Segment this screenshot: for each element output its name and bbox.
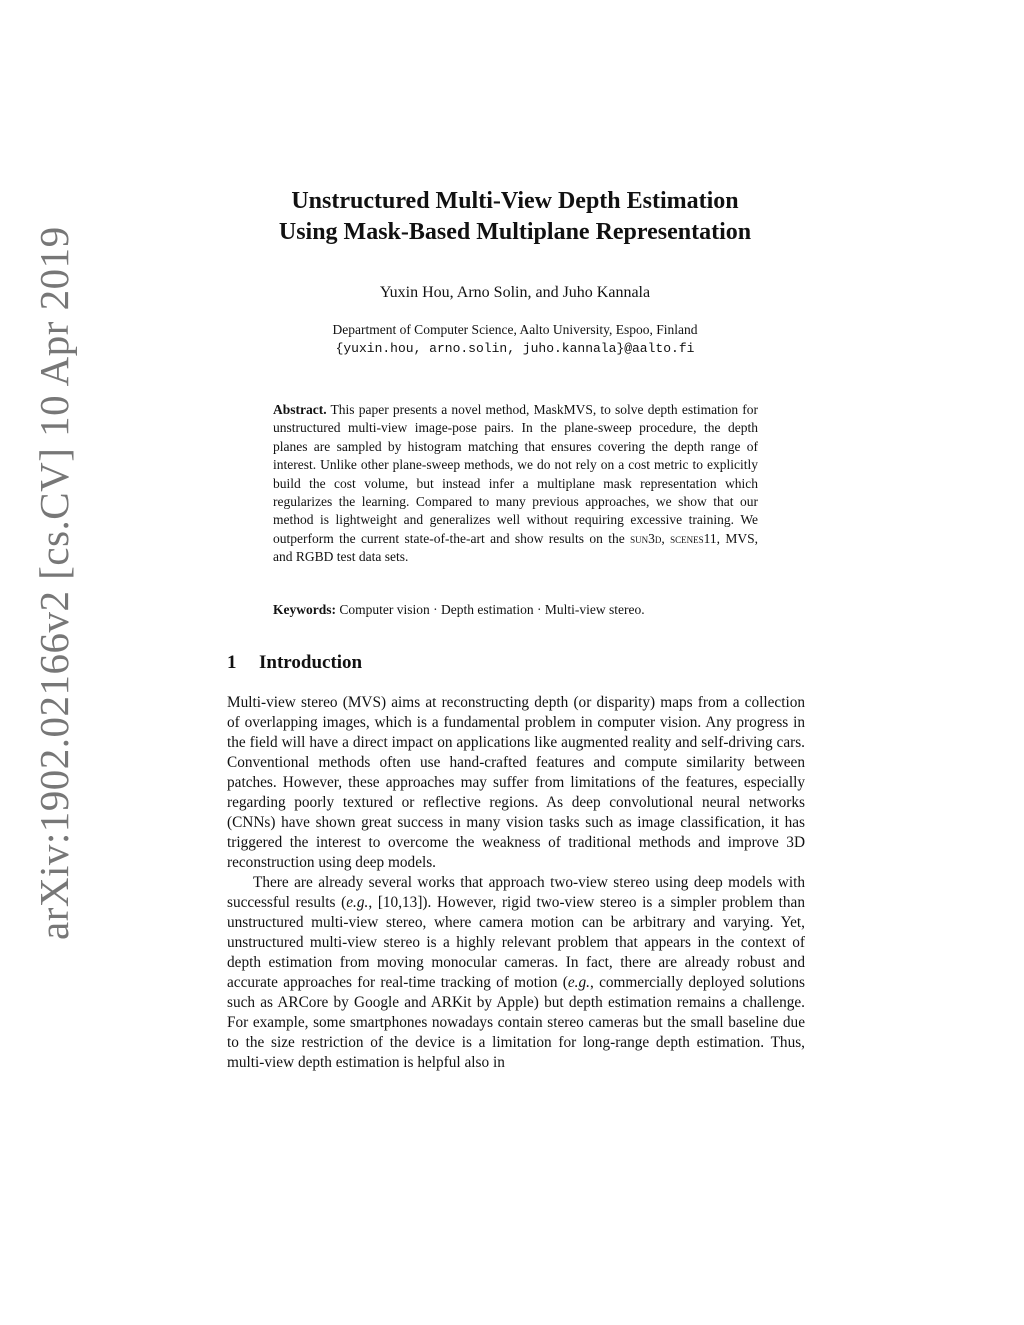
dataset-scenes: scenes bbox=[670, 530, 704, 546]
section-title: Introduction bbox=[259, 652, 363, 673]
eg-2: e.g. bbox=[567, 974, 590, 991]
keywords-label: Keywords: bbox=[273, 602, 336, 617]
introduction-body bbox=[227, 693, 805, 1073]
affiliation: Department of Computer Science, Aalto University, Espoo, Finland bbox=[332, 322, 698, 337]
paragraph-2-b: , [10,13]). However, rigid two-view stereo is a simpler problem than unstructured multi-view stereo, where camera motion can be arbitrary and varying. Yet, unstructured multi-view stereo is a highly relevant problem that appears in the context of depth estimation from moving monocular cameras. In fact, there are already robust and accurate approaches for real-time tracking of motion ( bbox=[227, 894, 805, 991]
paper-title bbox=[200, 186, 830, 248]
affiliation-block bbox=[200, 320, 830, 358]
email: {yuxin.hou, arno.solin, juho.kannala}@aalto.fi bbox=[335, 341, 695, 356]
abstract-label: Abstract. bbox=[273, 402, 327, 417]
abstract-text-2: 11, MVS, and RGBD test data sets. bbox=[273, 530, 758, 565]
keywords bbox=[273, 602, 758, 618]
dataset-separator: , bbox=[661, 530, 665, 546]
section-number: 1 bbox=[227, 652, 237, 673]
keywords-text: Computer vision · Depth estimation · Multi-view stereo. bbox=[339, 602, 645, 617]
abstract bbox=[273, 401, 758, 567]
section-heading bbox=[227, 652, 362, 674]
abstract-text-1: This paper presents a novel method, MaskMVS, to solve depth estimation for unstructured multi-view image-pose pairs. In the plane-sweep procedure, the depth planes are sampled by histogram matching that ensures covering the depth range of interest. Unlike other plane-sweep methods, we do not rely on a cost metric to explicitly build the cost volume, but instead infer a multiplane mask representation which regularizes the learning. Compared to many previous approaches, we show that our method is lightweight and generalizes well without requiring excessive training. We outperform the current state-of-the-art and show results on the bbox=[273, 402, 758, 546]
title-line-1: Unstructured Multi-View Depth Estimation bbox=[291, 188, 739, 214]
authors: Yuxin Hou, Arno Solin, and Juho Kannala bbox=[379, 284, 651, 301]
paragraph-2 bbox=[227, 873, 805, 1073]
eg-1: e.g. bbox=[346, 894, 369, 911]
paragraph-1: Multi-view stereo (MVS) aims at reconstructing depth (or disparity) maps from a collection of overlapping images, which is a fundamental problem in computer vision. Any progress in the field will have a direct impact on applications like augmented reality and self-driving cars. Conventional methods often use hand-crafted features and compute similarity between patches. However, these approaches may suffer from limitations of the features, especially regarding poorly textured or reflective regions. As deep convolutional neural networks (CNNs) have shown great success in many vision tasks such as image classification, it has triggered the interest to overcome the weakness of traditional methods and improve 3D reconstruction using deep models. bbox=[227, 694, 805, 871]
paragraph-2-c: , commercially deployed solutions such as ARCore by Google and ARKit by Apple) but depth estimation remains a challenge. For example, some smartphones nowadays contain stereo cameras but the small baseline due to the size restriction of the device is a limitation for long-range depth estimation. Thus, multi-view depth estimation is helpful also in bbox=[227, 974, 805, 1071]
paragraph-2-a: There are already several works that approach two-view stereo using deep models with successful results ( bbox=[227, 874, 805, 911]
title-line-2: Using Mask-Based Multiplane Representation bbox=[278, 219, 752, 245]
arxiv-identifier: arXiv:1902.02166v2 [cs.CV] 10 Apr 2019 bbox=[31, 226, 77, 940]
dataset-sun3d: sun3d bbox=[630, 530, 662, 546]
